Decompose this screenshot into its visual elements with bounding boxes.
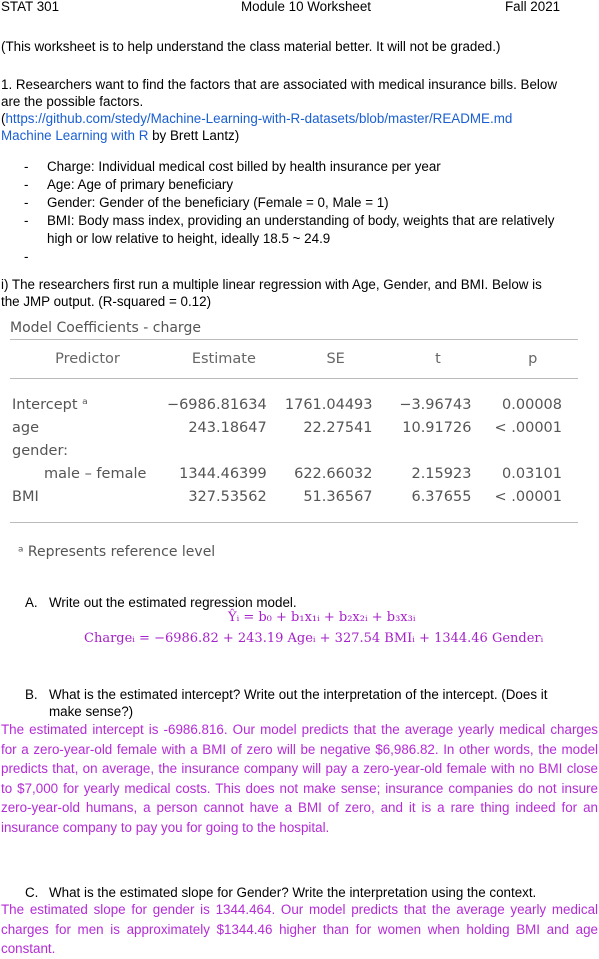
bullet-dash: -: [24, 195, 29, 210]
bullet-dash: -: [24, 159, 29, 174]
table-row: [10, 485, 578, 508]
cell-p: 0.00008: [502, 396, 562, 413]
table-footnote: ᵃ Represents reference level: [18, 544, 216, 560]
general-model-equation: Ŷᵢ = b₀ + b₁x₁ᵢ + b₂x₂ᵢ + b₃x₃ᵢ: [228, 610, 416, 625]
bullet-dash: -: [24, 177, 29, 192]
cell-t: [389, 439, 488, 462]
cell-se: 1761.04493: [284, 396, 373, 413]
part-b-question: [25, 686, 597, 720]
col-header-estimate: Estimate: [165, 340, 283, 379]
source-url-link[interactable]: https://github.com/stedy/Machine-Learning-with-R-datasets/blob/master/README.md: [5, 111, 513, 126]
part-b-line1: What is the estimated intercept? Write out the interpretation of the intercept. (Does it: [49, 687, 548, 702]
coefficients-table: [10, 339, 578, 523]
col-header-predictor: Predictor: [10, 340, 165, 379]
cell-predictor: male – female: [44, 465, 147, 482]
table-row: [10, 462, 578, 485]
col-header-p: p: [487, 340, 578, 379]
factor-item: [0, 194, 599, 212]
part-c-label: C.: [25, 885, 39, 900]
factor-text: Age: Age of primary beneficiary: [47, 177, 234, 192]
cell-estimate: 243.18647: [188, 419, 267, 436]
factor-list: [0, 158, 599, 266]
estimated-model-equation: Chargeᵢ = −6986.82 + 243.19 Ageᵢ + 327.54 BMIᵢ + 1344.46 Genderᵢ: [84, 631, 544, 646]
cell-p: < .00001: [494, 419, 562, 436]
book-line: [1, 127, 597, 144]
part-a-label: A.: [25, 595, 38, 610]
cell-estimate: [165, 439, 283, 462]
factor-item: [0, 212, 599, 230]
cell-p: [487, 439, 578, 462]
factor-text: high or low relative to height, ideally 18.5 ~ 24.9: [47, 231, 331, 246]
paren-open: (: [1, 111, 6, 126]
part-i-text: [1, 276, 597, 310]
col-header-se: SE: [283, 340, 389, 379]
cell-t: 2.15923: [411, 465, 472, 482]
part-c-question: [25, 884, 537, 901]
part-i-line1: i) The researchers first run a multiple linear regression with Age, Gender, and BMI. Below is: [1, 277, 542, 292]
table-row: [10, 393, 578, 416]
factor-item: [0, 176, 599, 194]
cell-estimate: 1344.46399: [179, 465, 267, 482]
part-a-text: Write out the estimated regression model.: [49, 595, 297, 610]
page-header: [0, 0, 599, 16]
cell-se: 51.36567: [303, 488, 373, 505]
factor-text: Gender: Gender of the beneficiary (Female = 0, Male = 1): [47, 195, 389, 210]
part-c-answer: The estimated slope for gender is 1344.464. Our model predicts that the average yearly medical charges for men is approximately $1344.46 higher than for women when holding BMI and age constant.: [1, 902, 598, 957]
cell-estimate: −6986.81634: [166, 396, 267, 413]
part-b-line2: make sense?): [49, 704, 134, 719]
cell-predictor: BMI: [12, 488, 39, 505]
part-a-question: [25, 594, 297, 611]
course-label: STAT 301: [1, 0, 60, 14]
cell-estimate: 327.53562: [188, 488, 267, 505]
bullet-dash: -: [24, 249, 29, 264]
part-b-answer: The estimated intercept is -6986.816. Our model predicts that the average yearly medical charges for a zero-year-old female with a BMI of zero will be negative $6,986.82. In other words, the model predicts that, on average, the insurance company will pay a zero-year-old female with no BMI close to $7,000 for yearly medical costs. This does not make sense; insurance companies do not insure zero-year-old humans, a person cannot have a BMI of zero, and it is a rare thing indeed for an insurance company to pay you for going to the hospital.: [1, 722, 598, 835]
factor-item-empty: [0, 248, 599, 266]
cell-predictor: gender:: [12, 442, 69, 459]
factor-text: Charge: Individual medical cost billed by health insurance per year: [47, 159, 441, 174]
table-title: Model Coefficients - charge: [10, 320, 201, 336]
table-header-row: [10, 340, 578, 379]
cell-se: 622.66032: [294, 465, 373, 482]
source-line: [1, 110, 597, 127]
question-1-line2: are the possible factors.: [1, 94, 144, 109]
cell-p: 0.03101: [502, 465, 562, 482]
col-header-t: t: [389, 340, 488, 379]
coefficients-table-block: [10, 317, 578, 523]
bullet-dash: -: [24, 213, 29, 228]
term-label: Fall 2021: [505, 0, 561, 14]
intro-text: (This worksheet is to help understand the class material better. It will not be graded.): [1, 39, 501, 54]
part-c-text: What is the estimated slope for Gender? Write the interpretation using the context.: [49, 885, 537, 900]
factor-text: BMI: Body mass index, providing an understanding of body, weights that are relatively: [47, 213, 555, 228]
cell-predictor: Intercept ᵃ: [12, 396, 88, 413]
cell-t: −3.96743: [399, 396, 472, 413]
book-author: by Brett Lantz): [148, 128, 240, 143]
cell-se: [283, 439, 389, 462]
question-1-line1: 1. Researchers want to find the factors that are associated with medical insurance bills. Below: [1, 77, 557, 92]
part-b-label: B.: [25, 687, 38, 702]
factor-item: [0, 158, 599, 176]
cell-se: 22.27541: [303, 419, 373, 436]
question-1-text: [1, 76, 597, 144]
cell-predictor: age: [12, 419, 40, 436]
module-title: Module 10 Worksheet: [241, 0, 372, 14]
cell-t: 6.37655: [411, 488, 472, 505]
cell-p: < .00001: [494, 488, 562, 505]
table-row: [10, 439, 578, 462]
part-i-line2: the JMP output. (R-squared = 0.12): [1, 294, 212, 309]
table-row: [10, 416, 578, 439]
cell-t: 10.91726: [402, 419, 472, 436]
book-title-link[interactable]: Machine Learning with R: [1, 128, 149, 143]
factor-item-continued: [0, 230, 599, 248]
